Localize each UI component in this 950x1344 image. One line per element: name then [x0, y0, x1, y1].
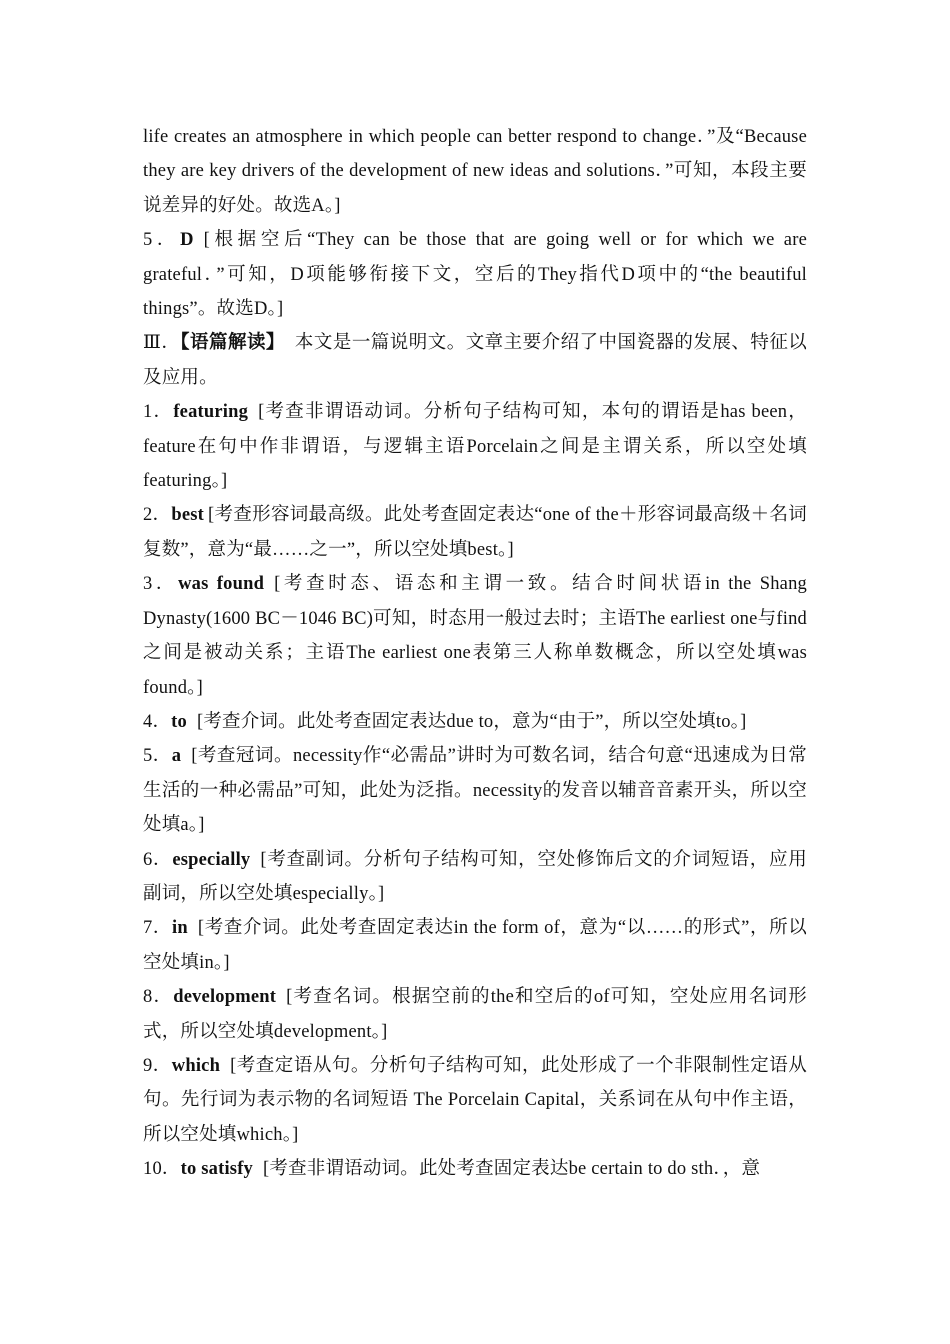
- item-answer: to satisfy: [180, 1159, 254, 1180]
- item-number: 5．: [143, 230, 181, 251]
- item-explanation: [考查非谓语动词。此处考查固定表达be certain to do sth．，意: [263, 1159, 761, 1180]
- item-number: 6．: [143, 849, 173, 870]
- answer-item-3: [143, 567, 807, 705]
- answer-item-5: [143, 739, 807, 842]
- item-explanation: [考查名词。根据空前的the和空后的of可知，空处应用名词形式，所以空处填development。]: [143, 987, 807, 1042]
- item-answer: D: [180, 230, 194, 251]
- section-text: 本文是一篇说明文。文章主要介绍了中国瓷器的发展、特征以及应用。: [143, 333, 807, 388]
- item-explanation: [考查时态、语态和主谓一致。结合时间状语in the Shang Dynasty(1600 BC－1046 BC)可知，时态用一般过去时；主语The earliest one与find之间是被动关系；主语The earliest one表第三人称单数概念，所以空处填was found。]: [143, 574, 807, 698]
- item-answer: which: [171, 1055, 221, 1076]
- item-number: 5．: [143, 746, 172, 767]
- answer-item-4: [143, 705, 807, 739]
- item-number: 3．: [143, 574, 179, 595]
- item-number: 10．: [143, 1159, 181, 1180]
- item-explanation: [考查副词。分析句子结构可知，空处修饰后文的介词短语，应用副词，所以空处填especially。]: [143, 849, 807, 904]
- answer-item-10: [143, 1152, 807, 1186]
- item-explanation: [考查冠词。necessity作“必需品”讲时为可数名词，结合句意“迅速成为日常生活的一种必需品”可知，此处为泛指。necessity的发音以辅音音素开头，所以空处填a。]: [143, 746, 808, 836]
- answer-item-9: [143, 1049, 807, 1152]
- item-answer: best: [171, 505, 205, 526]
- item-answer: a: [171, 746, 182, 767]
- item-number: 2．: [143, 505, 172, 526]
- answer-key-content: [143, 120, 807, 1187]
- answer-item-prev-5: [143, 223, 807, 326]
- item-explanation: [考查定语从句。分析句子结构可知，此处形成了一个非限制性定语从句。先行词为表示物的名词短语 The Porcelain Capital，关系词在从句中作主语，所以空处填which。]: [143, 1055, 807, 1145]
- answer-item-8: [143, 980, 807, 1049]
- answer-item-6: [143, 843, 807, 912]
- item-number: 9．: [143, 1055, 172, 1076]
- answer-item-7: [143, 911, 807, 980]
- item-number: 4．: [143, 711, 172, 732]
- answer-item-1: [143, 395, 807, 498]
- section-heading-3: [143, 326, 807, 395]
- section-number: Ⅲ．: [143, 333, 181, 354]
- item-answer: was found: [178, 574, 265, 595]
- item-answer: featuring: [173, 402, 249, 423]
- item-answer: development: [173, 987, 277, 1008]
- item-explanation: [考查形容词最高级。此处考查固定表达“one of the＋形容词最高级＋名词复数”，意为“最……之一”，所以空处填best。]: [143, 505, 807, 560]
- item-explanation: [考查介词。此处考查固定表达in the form of，意为“以……的形式”，所以空处填in。]: [143, 918, 807, 973]
- item-answer: to: [171, 711, 187, 732]
- continuation-paragraph: [143, 120, 807, 223]
- section-tag: 【语篇解读】: [180, 333, 285, 354]
- item-number: 1．: [143, 402, 174, 423]
- item-explanation: [考查介词。此处考查固定表达due to，意为“由于”，所以空处填to。]: [196, 711, 747, 732]
- item-explanation: [根据空后“They can be those that are going well or for which we are grateful．”可知，D项能够衔接下文，空后的They指代D项中的“the beautiful things”。故选D。]: [143, 230, 807, 320]
- item-answer: in: [172, 918, 188, 939]
- answer-item-2: [143, 498, 807, 567]
- item-number: 8．: [143, 987, 174, 1008]
- item-answer: especially: [172, 849, 251, 870]
- item-explanation: [考查非谓语动词。分析句子结构可知，本句的谓语是has been，feature在句中作非谓语，与逻辑主语Porcelain之间是主谓关系，所以空处填featuring。]: [143, 402, 807, 492]
- continuation-text: life creates an atmosphere in which people can better respond to change．”及“Because they are key drivers of the development of new ideas and solutions．”可知，本段主要说差异的好处。故选A。]: [143, 127, 807, 216]
- item-number: 7．: [143, 918, 173, 939]
